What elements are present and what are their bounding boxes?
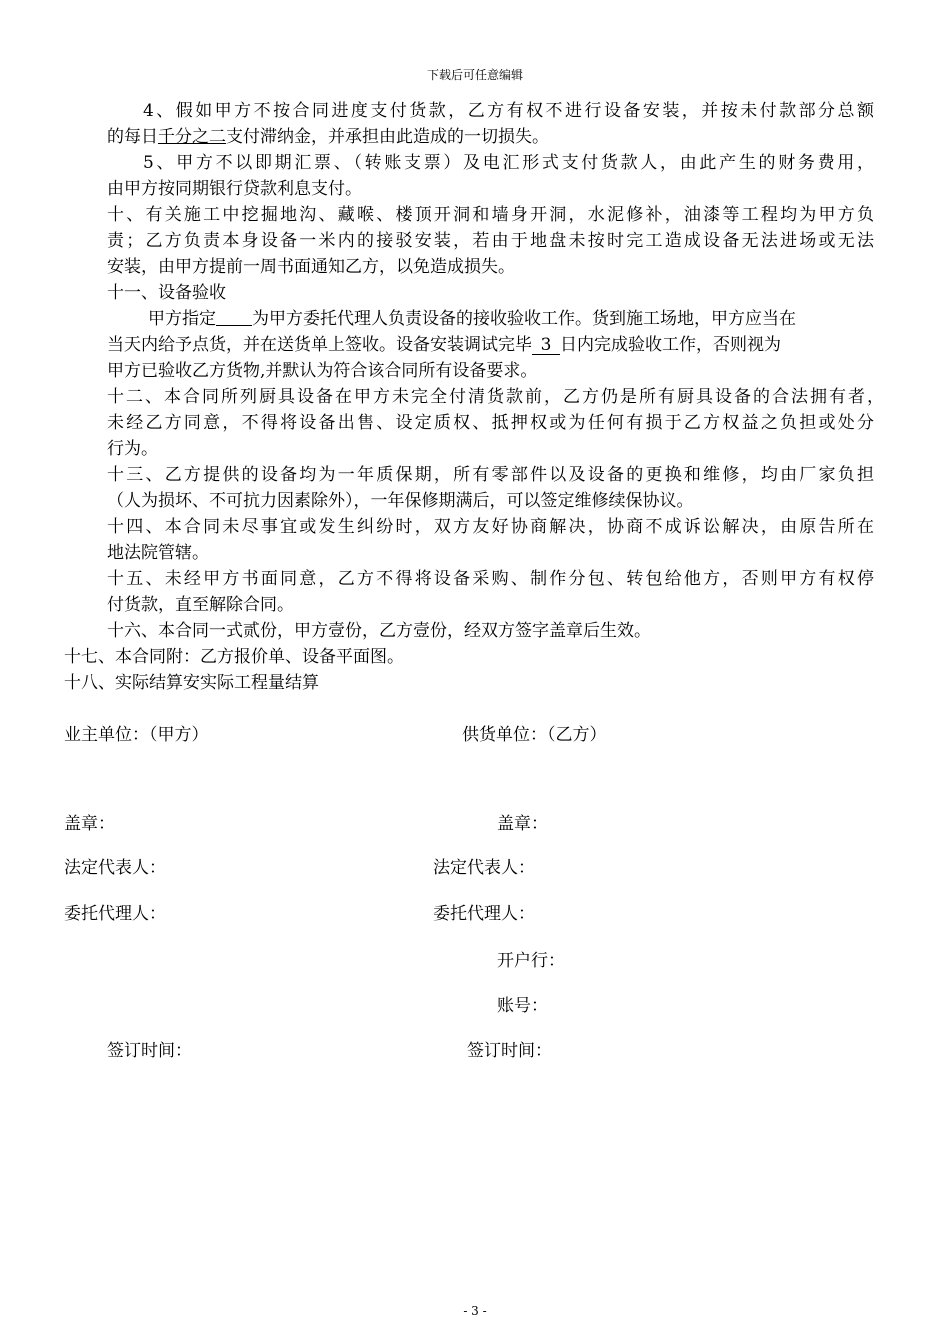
date-right-label: 签订时间： (467, 1041, 552, 1061)
clause-12-line-2: 未经乙方同意，不得将设备出售、设定质权、抵押权或为任何有损于乙方权益之负担或处分 (107, 413, 874, 433)
clause-12-line-3: 行为。 (107, 439, 158, 459)
clause-5-line-2: 由甲方按同期银行贷款利息支付。 (107, 179, 362, 199)
clause-11-text: 甲方指定 (148, 309, 216, 329)
clause-4-text: 的每日 (107, 127, 158, 147)
account-label: 账号： (497, 996, 548, 1016)
clause-15-line-2: 付货款，直至解除合同。 (107, 595, 294, 615)
clause-13-line-2: （人为损坏、不可抗力因素除外），一年保修期满后，可以签定维修续保协议。 (107, 491, 694, 511)
page-number: - 3 - (463, 1304, 487, 1318)
seal-right-label: 盖章： (497, 814, 548, 834)
page-header: 下载后可任意编辑 (426, 68, 523, 82)
designee-blank (216, 309, 252, 326)
agent-right-label: 委托代理人： (433, 904, 535, 924)
clause-11-text-2-end: 日内完成验收工作，否则视为 (560, 335, 781, 355)
date-left-label: 签订时间： (107, 1041, 192, 1061)
seal-left-label: 盖章： (64, 814, 115, 834)
late-fee-rate: 千分之二 (158, 127, 226, 147)
clause-4-line-2 (107, 126, 549, 148)
clause-17: 十七、本合同附：乙方报价单、设备平面图。 (64, 647, 404, 667)
agent-left-label: 委托代理人： (64, 904, 166, 924)
clause-13-line-1: 十三、乙方提供的设备均为一年质保期，所有零部件以及设备的更换和维修，均由厂家负担 (107, 465, 874, 485)
clause-10-line-3: 安装，由甲方提前一周书面通知乙方，以免造成损失。 (107, 257, 515, 277)
clause-4-text-end: 支付滞纳金，并承担由此造成的一切损失。 (226, 127, 549, 147)
clause-11-line-1 (148, 308, 796, 330)
clause-11-text-2: 当天内给予点货，并在送货单上签收。设备安装调试完毕 (107, 335, 532, 355)
clause-15-line-1: 十五、未经甲方书面同意，乙方不得将设备采购、制作分包、转包给他方，否则甲方有权停 (107, 569, 874, 589)
clause-16: 十六、本合同一式贰份，甲方壹份，乙方壹份，经双方签字盖章后生效。 (107, 621, 651, 641)
clause-11-text-end: 为甲方委托代理人负责设备的接收验收工作。货到施工场地，甲方应当在 (252, 309, 796, 329)
owner-unit-label: 业主单位：（甲方） (64, 725, 209, 745)
acceptance-days: 3 (532, 336, 560, 355)
clause-14-line-2: 地法院管辖。 (107, 543, 209, 563)
clause-10-line-1: 十、有关施工中挖掘地沟、藏喉、楼顶开洞和墙身开洞，水泥修补，油漆等工程均为甲方负 (107, 205, 874, 225)
clause-11-title: 十一、设备验收 (107, 283, 226, 303)
clause-14-line-1: 十四、本合同未尽事宜或发生纠纷时，双方友好协商解决，协商不成诉讼解决，由原告所在 (107, 517, 874, 537)
clause-5-line-1: 5、甲方不以即期汇票、（转账支票）及电汇形式支付货款人，由此产生的财务费用， (143, 153, 874, 173)
clause-11-line-3: 甲方已验收乙方货物,并默认为符合该合同所有设备要求。 (107, 361, 538, 381)
bank-label: 开户行： (497, 951, 565, 971)
clause-10-line-2: 责；乙方负责本身设备一米内的接驳安装，若由于地盘未按时完工造成设备无法进场或无法 (107, 231, 874, 251)
clause-11-line-2 (107, 334, 781, 356)
legal-rep-right-label: 法定代表人： (433, 858, 535, 878)
clause-4-line-1: 4、假如甲方不按合同进度支付货款，乙方有权不进行设备安装，并按未付款部分总额 (143, 101, 874, 121)
legal-rep-left-label: 法定代表人： (64, 858, 166, 878)
clause-12-line-1: 十二、本合同所列厨具设备在甲方未完全付清货款前，乙方仍是所有厨具设备的合法拥有者， (107, 387, 884, 407)
clause-18: 十八、实际结算安实际工程量结算 (64, 673, 319, 693)
supplier-unit-label: 供货单位：（乙方） (462, 725, 607, 745)
